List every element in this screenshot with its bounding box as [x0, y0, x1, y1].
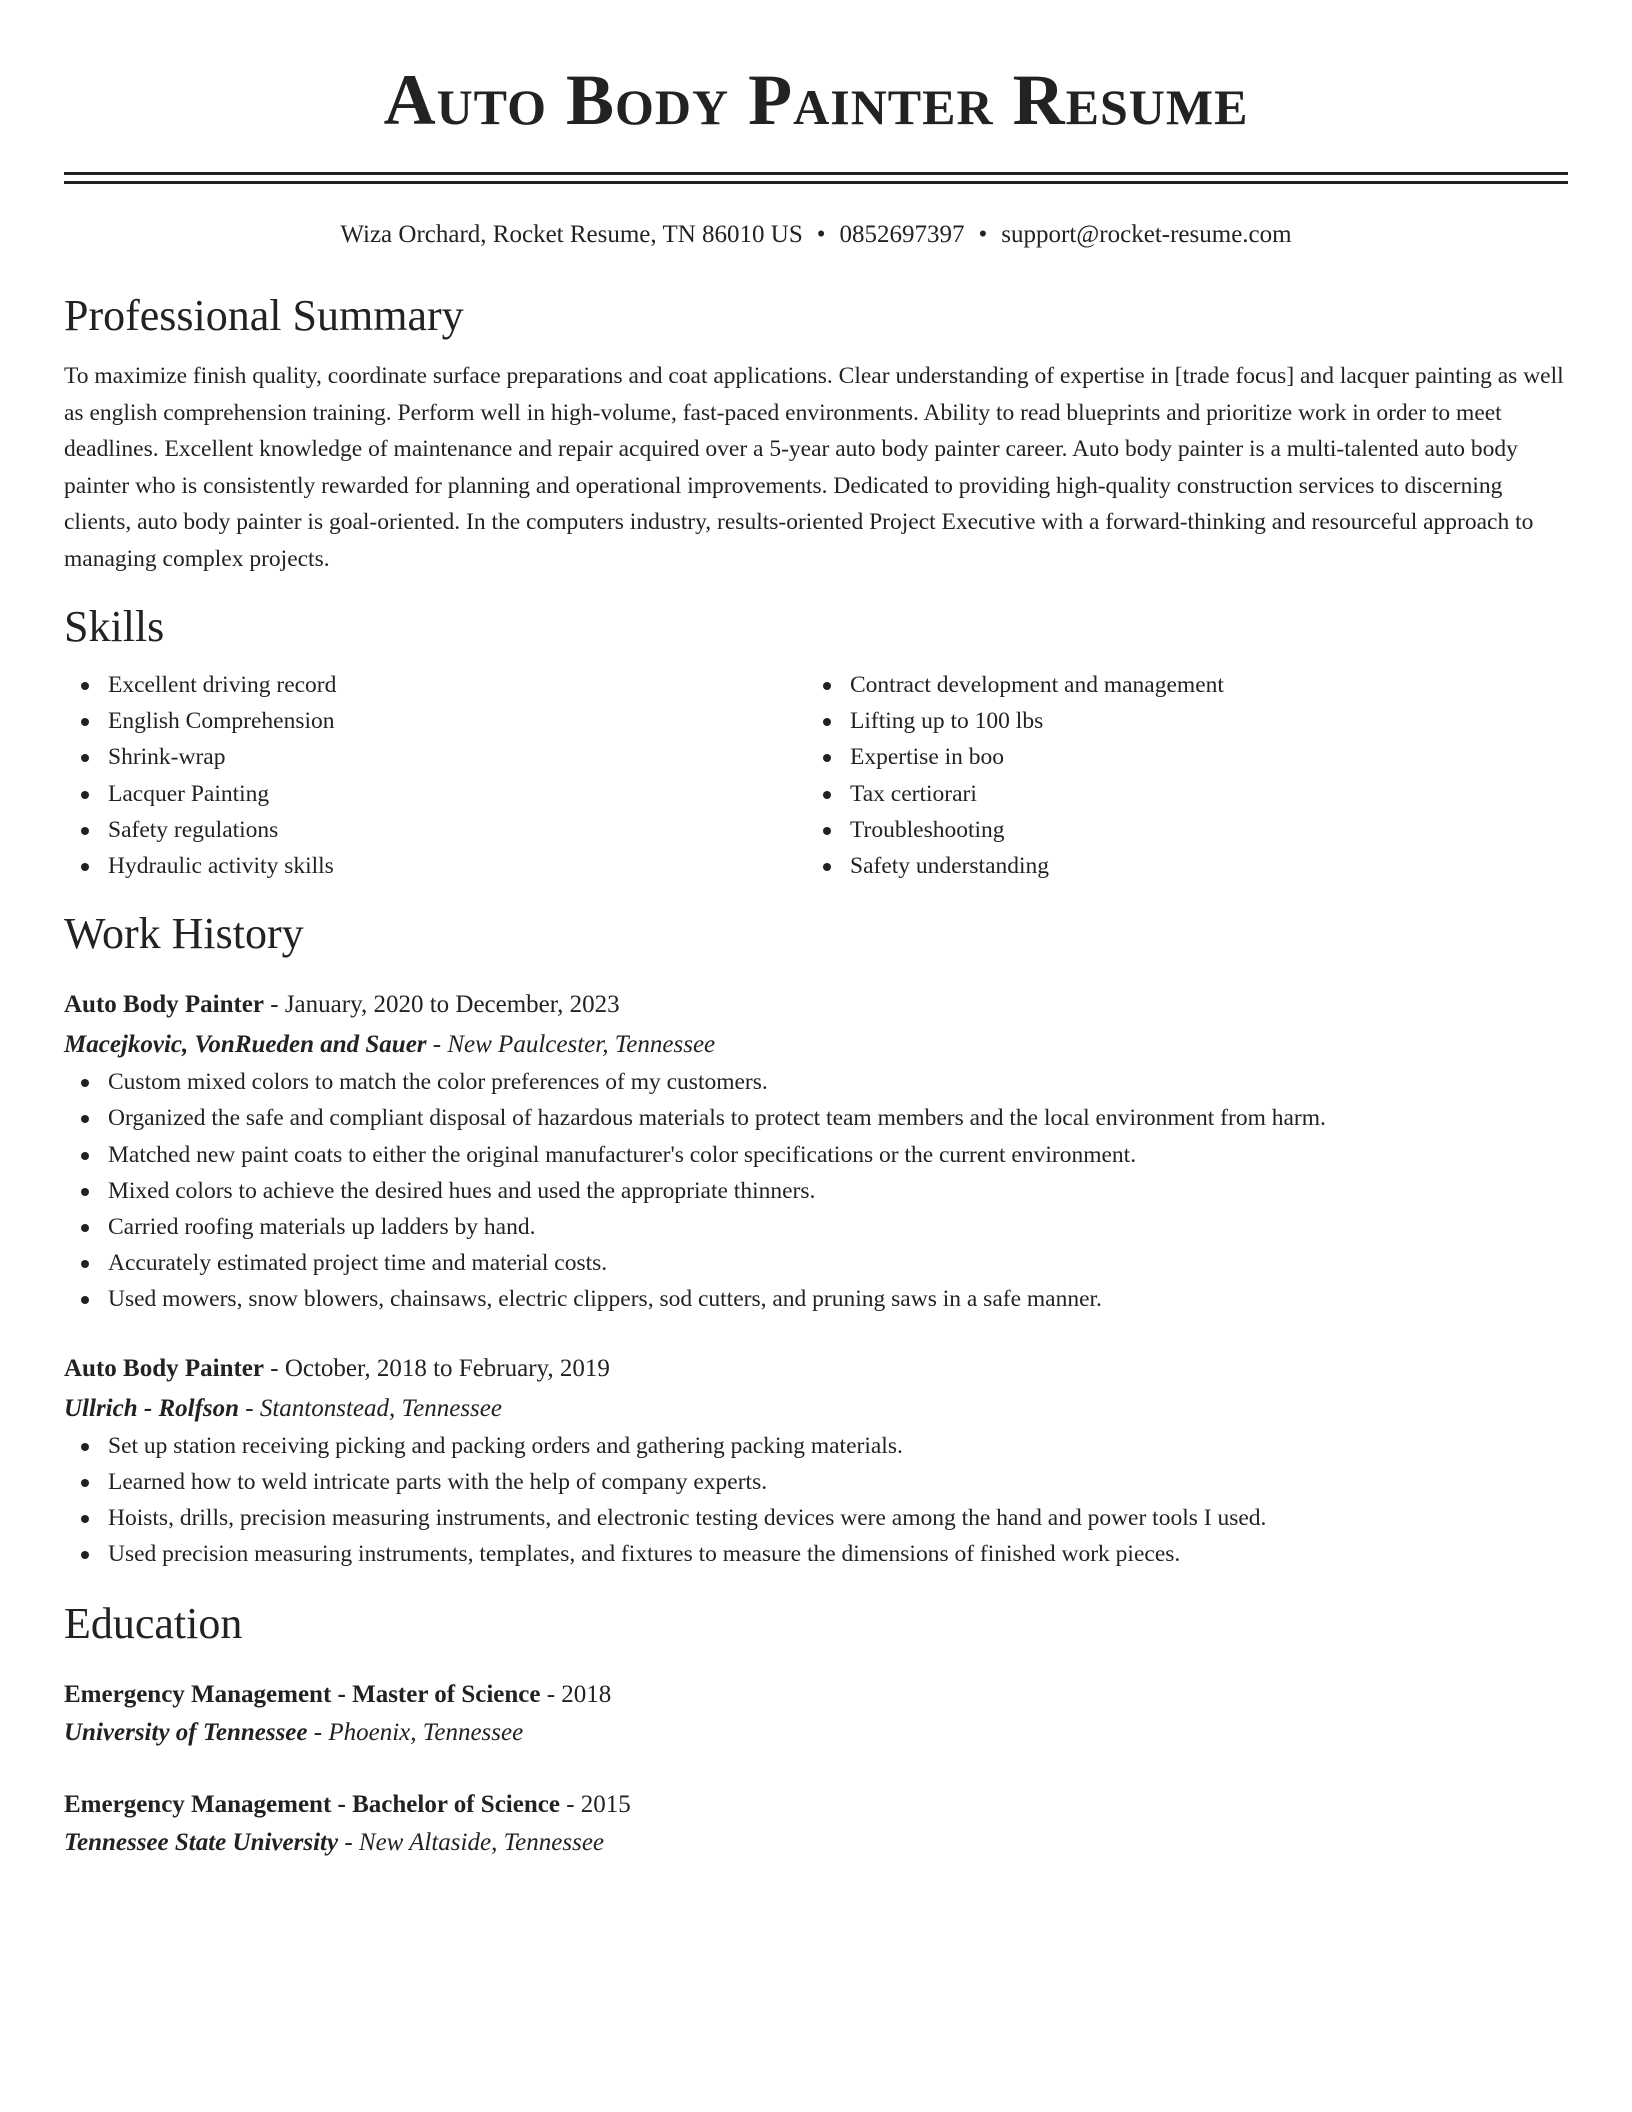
job-title: Auto Body Painter [64, 1354, 264, 1382]
skill-item: Contract development and management [806, 667, 1568, 703]
degree-line [64, 1786, 1568, 1824]
job-duties [64, 1428, 1568, 1573]
education-entry [64, 1676, 1568, 1752]
school-location: - Phoenix, Tennessee [307, 1719, 524, 1747]
job-title-line [64, 1350, 1568, 1388]
summary-heading: Professional Summary [64, 291, 464, 340]
skill-item: Safety regulations [64, 812, 806, 848]
school-line [64, 1824, 1568, 1862]
summary-text: To maximize finish quality, coordinate surface preparations and coat applications. Clear understanding of expertise in [trade focus] and lacquer painting as well as english comprehension training. Perform well in high-volume, fast-paced environments. Ability to read blueprints and prioritize work in order to meet deadlines. Excellent knowledge of maintenance and repair acquired over a 5-year auto body painter career. Auto body painter is a multi-talented auto body painter who is consistently rewarded for planning and operational improvements. Dedicated to providing high-quality construction services to discerning clients, auto body painter is goal-oriented. In the computers industry, results-oriented Project Executive with a forward-thinking and resourceful approach to managing complex projects. [64, 363, 1564, 572]
skill-item: English Comprehension [64, 703, 806, 739]
duty-item: Set up station receiving picking and packing orders and gathering packing materials. [64, 1428, 1568, 1464]
skills-heading: Skills [64, 602, 165, 651]
contact-phone: 0852697397 [839, 221, 965, 248]
job-dates: - January, 2020 to December, 2023 [264, 991, 620, 1019]
contact-separator: • [816, 221, 826, 248]
job-duties [64, 1064, 1568, 1317]
contact-address: Wiza Orchard, Rocket Resume, TN 86010 US [340, 221, 803, 248]
job-entry [64, 986, 1568, 1317]
work-history-heading: Work History [64, 909, 304, 959]
degree-name: Emergency Management - Bachelor of Science [64, 1791, 560, 1819]
education-heading: Education [64, 1599, 243, 1649]
duty-item: Used mowers, snow blowers, chainsaws, electric clippers, sod cutters, and pruning saws in a safe manner. [64, 1281, 1568, 1317]
company-line [64, 1390, 1568, 1428]
skill-item: Expertise in boo [806, 739, 1568, 775]
duty-item: Hoists, drills, precision measuring instruments, and electronic testing devices were among the hand and power tools I used. [64, 1500, 1568, 1536]
school-line [64, 1714, 1568, 1752]
skill-item: Lacquer Painting [64, 776, 806, 812]
degree-year: - 2018 [540, 1681, 612, 1709]
job-title-line [64, 986, 1568, 1024]
skill-item: Lifting up to 100 lbs [806, 703, 1568, 739]
education-entry [64, 1786, 1568, 1862]
skills-list [64, 667, 1568, 884]
company-location: - New Paulcester, Tennessee [426, 1031, 716, 1059]
company-location: - Stantonstead, Tennessee [239, 1394, 502, 1422]
duty-item: Used precision measuring instruments, templates, and fixtures to measure the dimensions of finished work pieces. [64, 1536, 1568, 1572]
duty-item: Matched new paint coats to either the original manufacturer's color specifications or the current environment. [64, 1137, 1568, 1173]
skills-column-right [806, 667, 1568, 884]
contact-line [64, 218, 1568, 252]
duty-item: Learned how to weld intricate parts with the help of company experts. [64, 1464, 1568, 1500]
school-location: - New Altaside, Tennessee [338, 1829, 605, 1857]
skill-item: Hydraulic activity skills [64, 848, 806, 884]
school-name: University of Tennessee [64, 1719, 308, 1747]
job-entry [64, 1350, 1568, 1573]
skill-item: Tax certiorari [806, 776, 1568, 812]
company-name: Ullrich - Rolfson [64, 1394, 240, 1422]
contact-email[interactable]: support@rocket-resume.com [1001, 221, 1292, 248]
degree-line [64, 1676, 1568, 1714]
duty-item: Mixed colors to achieve the desired hues and used the appropriate thinners. [64, 1173, 1568, 1209]
skill-item: Excellent driving record [64, 667, 806, 703]
job-title: Auto Body Painter [64, 991, 264, 1019]
contact-separator: • [978, 221, 988, 248]
duty-item: Organized the safe and compliant disposal of hazardous materials to protect team members and the local environment from harm. [64, 1100, 1568, 1136]
skill-item: Troubleshooting [806, 812, 1568, 848]
school-name: Tennessee State University [64, 1829, 339, 1857]
company-name: Macejkovic, VonRueden and Sauer [64, 1031, 427, 1059]
resume-title: Auto Body Painter Resume [383, 60, 1249, 140]
job-dates: - October, 2018 to February, 2019 [264, 1354, 610, 1382]
skills-column-left [64, 667, 806, 884]
skill-item: Safety understanding [806, 848, 1568, 884]
duty-item: Accurately estimated project time and material costs. [64, 1245, 1568, 1281]
title-divider [64, 172, 1568, 184]
skill-item: Shrink-wrap [64, 739, 806, 775]
duty-item: Custom mixed colors to match the color preferences of my customers. [64, 1064, 1568, 1100]
degree-name: Emergency Management - Master of Science [64, 1681, 541, 1709]
degree-year: - 2015 [559, 1791, 631, 1819]
duty-item: Carried roofing materials up ladders by hand. [64, 1209, 1568, 1245]
company-line [64, 1026, 1568, 1064]
